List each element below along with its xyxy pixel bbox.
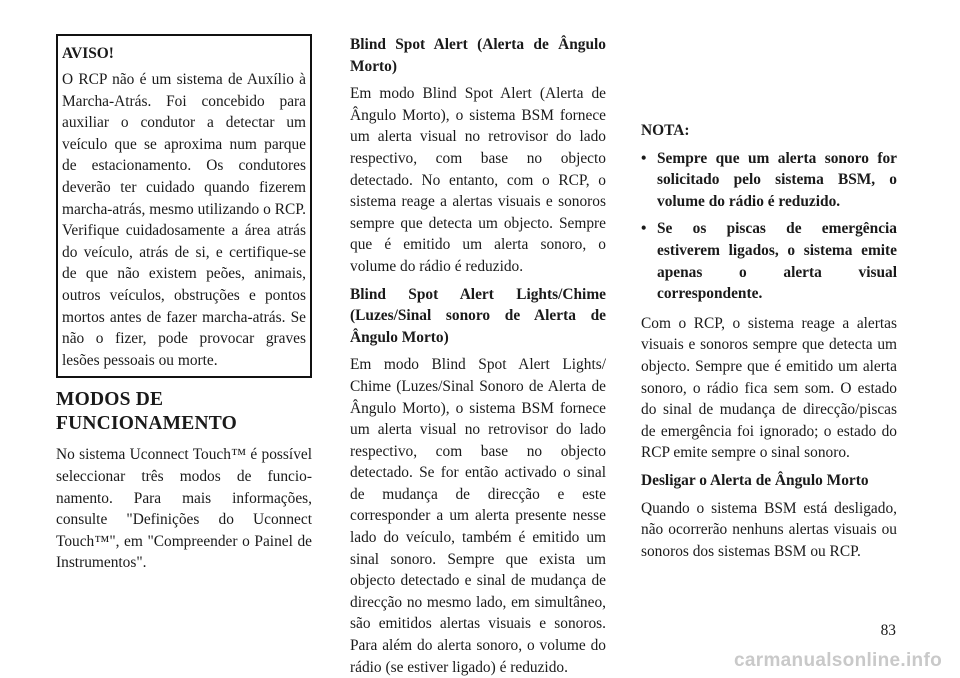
watermark: carmanualsonline.info bbox=[734, 650, 942, 671]
bullet-icon: • bbox=[641, 149, 647, 167]
blind-spot-alert-text: Em modo Blind Spot Alert (Alerta de Ângulo Morto), o sistema BSM fornece um alerta visual no retrovisor do lado respectivo, com base no objecto detectado. No entanto, com o RCP, o sistema reage a alertas visuais e sonoros sempre que detecta um objecto. Sempre que é emitido um alerta sonoro, o volume do rádio é reduzido. bbox=[350, 85, 606, 275]
column-2 bbox=[350, 34, 606, 678]
lights-chime-text: Em modo Blind Spot Alert Lights/ Chime (Luzes/Sinal Sonoro de Alerta de Ângulo Morto), o sistema BSM fornece um alerta visual no retrovisor do lado respectivo, com base no objecto detectado. Se for então activado o sinal de mudança de direcção e este corresponder a um alerta presente nesse lado do veículo, também é emitido um sinal sonoro. Sempre que exista um objecto detectado e sinal de mudança de direcção no mesmo lado, em simultâneo, são emitidos alertas visuais e sonoros. Para além do alerta sonoro, o volume do rádio (se estiver ligado) é reduzido. bbox=[350, 356, 606, 676]
warning-text: O RCP não é um sistema de Auxílio à Marcha-Atrás. Foi concebido para auxiliar o condutor a detectar um veículo que se aproxima num parque de estacionamento. Os condutores deverão ter cuidado quando fizerem marcha-atrás, mesmo utilizando o RCP. Verifique cuidadosamente a área atrás do veículo, atrás de si, e certifique-se de que não existem peões, animais, outros veículos, obstruções e pontos mortos antes de fazer marcha-atrás. Se não o fizer, pode provocar graves lesões pessoais ou morte. bbox=[62, 71, 306, 369]
rcp-text: Com o RCP, o sistema reage a alertas visuais e sonoros sempre que detecta um objecto. Sempre que é emitido um alerta sonoro, o rádio fica sem som. O estado do sinal de mudança de direcção/piscas de emergência foi ignorado; o estado do RCP emite sempre o sinal sonoro. bbox=[641, 314, 897, 462]
blind-spot-alert-heading: Blind Spot Alert (Alerta de Ângulo Morto) bbox=[350, 36, 606, 75]
modes-text: No sistema Uconnect Touch™ é possível seleccionar três modos de funcionamento. Para mais informações, consulte "Definições do Uconnect Touch™", em "Compreender o Painel de Instrumentos". bbox=[56, 446, 312, 572]
warning-box bbox=[56, 34, 312, 378]
column-3-continuation-spacer bbox=[641, 34, 897, 120]
page-number: 83 bbox=[880, 622, 896, 639]
lights-chime-heading: Blind Spot Alert Lights/Chime (Luzes/Sinal sonoro de Alerta de Ângulo Morto) bbox=[350, 285, 606, 346]
modes-heading: MODOS DE FUNCIONAMENTO bbox=[56, 389, 237, 435]
column-3 bbox=[641, 0, 897, 568]
warning-title: AVISO! bbox=[62, 45, 114, 62]
note-item: • Se os piscas de emergência estiverem ligados, o sistema emite apenas o alerta visual correspondente. bbox=[641, 220, 897, 303]
turn-off-text: Quando o sistema BSM está desligado, não ocorrerão nenhuns alertas visuais ou sonoros dos sistemas BSM ou RCP. bbox=[641, 499, 897, 560]
turn-off-heading: Desligar o Alerta de Ângulo Morto bbox=[641, 471, 869, 489]
bullet-icon: • bbox=[641, 220, 647, 238]
note-title: NOTA: bbox=[641, 122, 690, 139]
note-list bbox=[641, 148, 897, 305]
column-1 bbox=[56, 34, 312, 580]
note-item: • Sempre que um alerta sonoro for solicitado pelo sistema BSM, o volume do rádio é reduzido. bbox=[641, 149, 897, 210]
